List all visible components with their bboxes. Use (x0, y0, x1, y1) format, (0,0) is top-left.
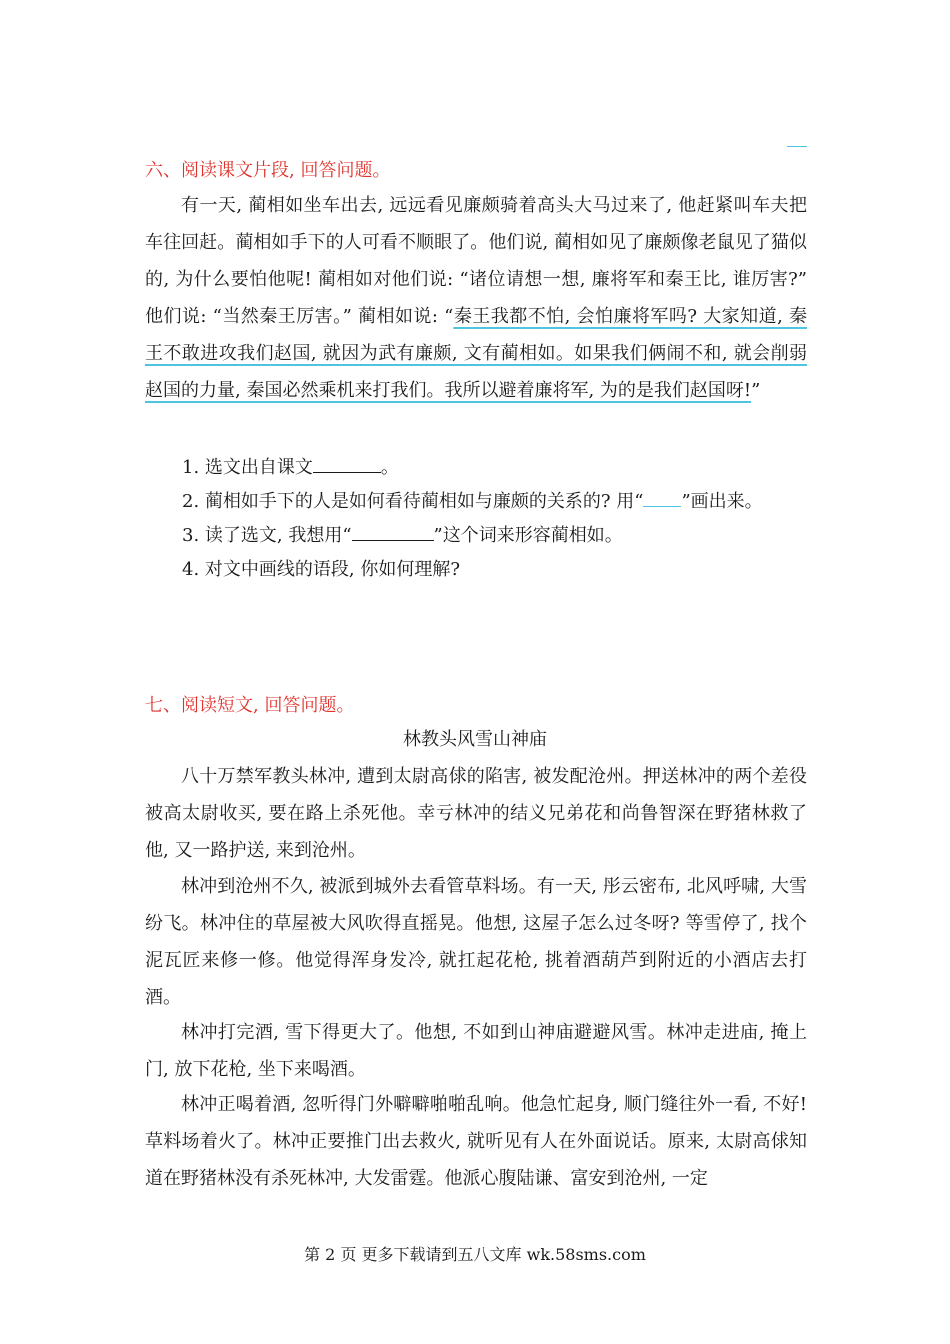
story-title: 林教头风雪山神庙 (403, 729, 547, 750)
question-3-text: 3. 读了选文, 我想用“ (182, 525, 352, 546)
passage-closing-quote: ” (751, 380, 761, 401)
question-3 (182, 522, 623, 548)
answer-blank-1[interactable] (313, 454, 381, 473)
question-1 (182, 454, 399, 480)
underline-sample (643, 488, 681, 507)
question-1-text: 1. 选文出自课文 (182, 457, 313, 478)
question-3-end: ”这个词来形容蔺相如。 (433, 525, 623, 546)
story-paragraph-4: 林冲正喝着酒, 忽听得门外噼噼啪啪乱响。他急忙起身, 顺门缝往外一看, 不好! 草料场着火了。林冲正要推门出去救火, 就听见有人在外面说话。原来, 太尉高俅知道在野猪林没有杀死林冲, 大发雷霆。他派心腹陆谦、富安到沧州, 一定 (145, 1094, 807, 1189)
story-paragraph-1: 八十万禁军教头林冲, 遭到太尉高俅的陷害, 被发配沧州。押送林冲的两个差役被高太尉收买, 要在路上杀死他。幸亏林冲的结义兄弟花和尚鲁智深在野猪林救了他, 又一路护送, 来到沧州。 (145, 766, 807, 861)
question-4: 4. 对文中画线的语段, 你如何理解? (182, 559, 460, 580)
passage-intro: 有一天, 蔺相如坐车出去, 远远看见廉颇骑着高头大马过来了, 他赶紧叫车夫把车往回赶。蔺相如手下的人可看不顺眼了。他们说, 蔺相如见了廉颇像老鼠见了猫似的, 为什么要怕他呢! 蔺相如对他们说: “诸位请想一想, 廉将军和秦王比, 谁厉害?” 他们说: “当然秦王厉害。” 蔺相如说: “ (145, 195, 807, 327)
story-paragraph-3: 林冲打完酒, 雪下得更大了。他想, 不如到山神庙避避风雪。林冲走进庙, 掩上门, 放下花枪, 坐下来喝酒。 (145, 1022, 807, 1080)
section-six-title: 六、阅读课文片段, 回答问题。 (145, 160, 391, 181)
underlined-passage: 秦王我都不怕, 会怕廉将军吗? 大家知道, 秦王不敢进攻我们赵国, 就因为武有廉颇, 文有蔺相如。如果我们俩闹不和, 就会削弱赵国的力量, 秦国必然乘机来打我们。我所以避着廉将军, 为的是我们赵国呀! (145, 306, 807, 401)
page-footer: 第 2 页 更多下载请到五八文库 wk.58sms.com (304, 1245, 646, 1264)
answer-blank-3[interactable] (352, 522, 434, 541)
question-2 (182, 488, 763, 514)
question-2-end: ”画出来。 (681, 491, 763, 512)
question-2-text: 2. 蔺相如手下的人是如何看待蔺相如与廉颇的关系的? 用“ (182, 491, 644, 512)
story-paragraph-2: 林冲到沧州不久, 被派到城外去看管草料场。有一天, 彤云密布, 北风呼啸, 大雪纷飞。林冲住的草屋被大风吹得直摇晃。他想, 这屋子怎么过冬呀? 等雪停了, 找个泥瓦匠来修一修。他觉得浑身发冷, 就扛起花枪, 挑着酒葫芦到附近的小酒店去打酒。 (145, 876, 807, 1008)
section-seven-title: 七、阅读短文, 回答问题。 (145, 695, 355, 716)
question-1-end: 。 (380, 457, 399, 478)
section-six-passage (145, 187, 807, 409)
corner-accent-line (787, 146, 807, 147)
